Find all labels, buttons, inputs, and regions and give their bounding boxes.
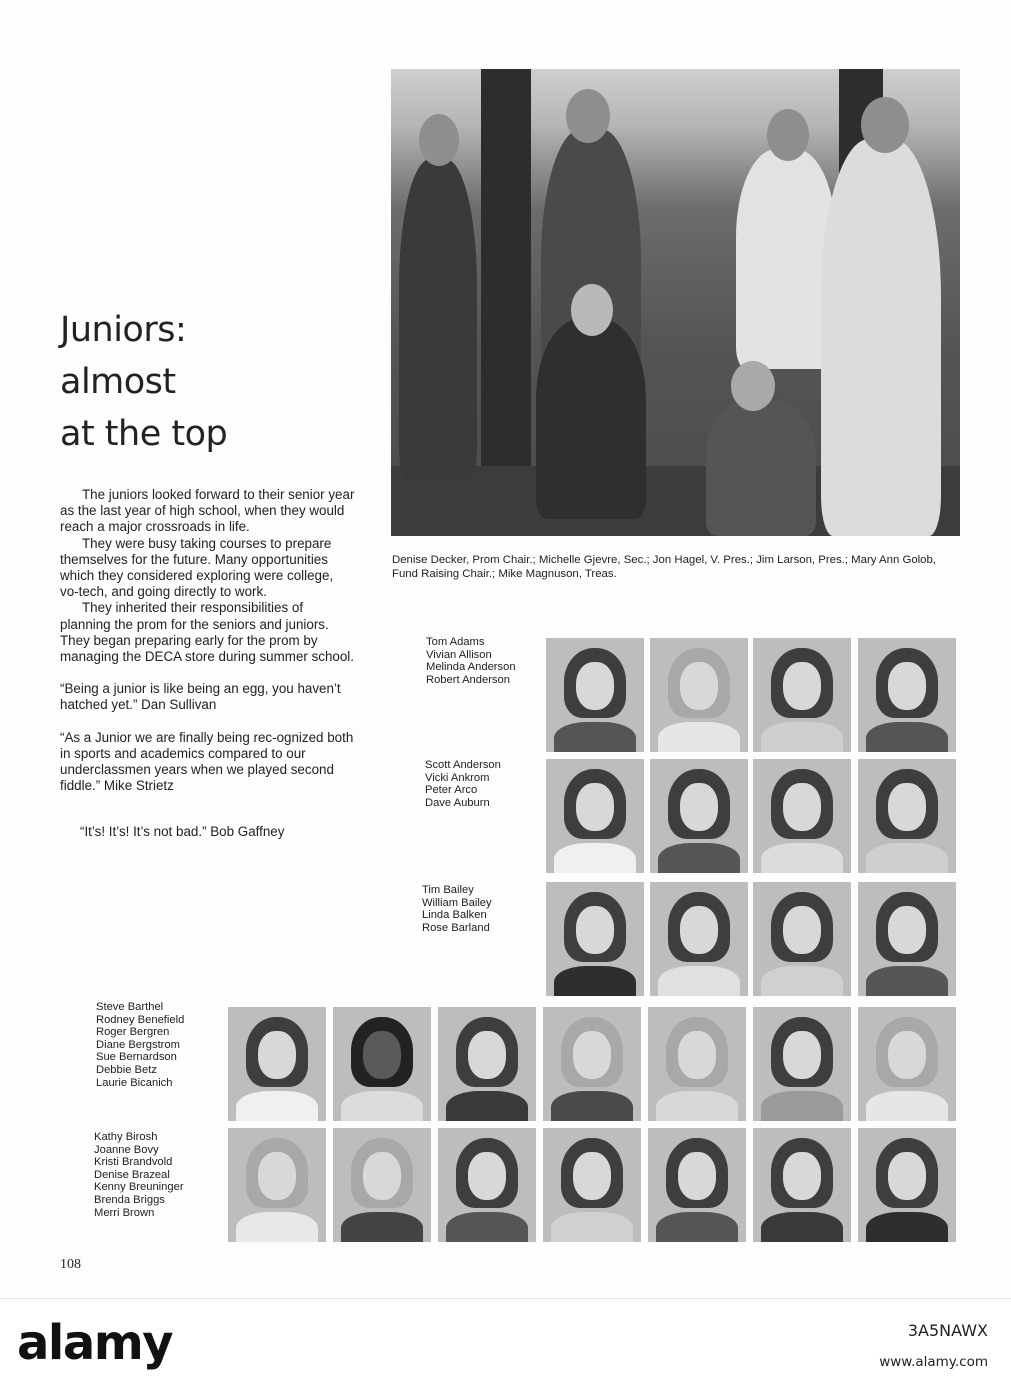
portrait-photo <box>333 1128 431 1242</box>
student-name: Tim Bailey <box>422 884 474 896</box>
student-name: Peter Arco <box>425 784 478 797</box>
student-name: Sue Bernardson <box>96 1051 177 1064</box>
portrait-photo <box>438 1128 536 1242</box>
portrait-photo <box>228 1007 326 1121</box>
student-name: Robert Anderson <box>426 673 510 686</box>
portrait-photo <box>543 1007 641 1121</box>
name-list-row-5 <box>94 1131 184 1219</box>
quote-1: “Being a junior is like being an egg, you haven’t hatched yet.” Dan Sullivan <box>60 681 341 713</box>
site-url: www.alamy.com <box>879 1354 988 1370</box>
name-list-row-3 <box>422 884 492 934</box>
student-name: Brenda Briggs <box>94 1193 165 1206</box>
portrait-photo <box>228 1128 326 1242</box>
headline-line-3: at the top <box>60 414 228 454</box>
student-name: Joanne Bovy <box>94 1143 159 1156</box>
student-name: Scott Anderson <box>425 759 501 771</box>
paragraph-3: They inherited their responsibilities of planning the prom for the seniors and juniors. They began preparing early for the prom by managing the DECA store during summer school. <box>60 600 354 665</box>
name-list-row-4 <box>96 1001 184 1089</box>
portrait-photo <box>858 1007 956 1121</box>
student-name: Dave Auburn <box>425 796 490 809</box>
name-list-row-1 <box>426 636 516 686</box>
portrait-photo <box>753 759 851 873</box>
portrait-photo <box>753 638 851 752</box>
portrait-photo <box>858 638 956 752</box>
portrait-photo <box>543 1128 641 1242</box>
portrait-photo <box>753 1128 851 1242</box>
paragraph-2: They were busy taking courses to prepare themselves for the future. Many opportunities which they considered exploring were college, vo-tech, and going directly to work. <box>60 535 334 600</box>
student-name: Kathy Birosh <box>94 1131 158 1143</box>
student-name: Denise Brazeal <box>94 1168 170 1181</box>
portrait-photo <box>858 882 956 996</box>
alamy-logo: alamy <box>17 1315 173 1371</box>
portrait-photo <box>546 759 644 873</box>
page-headline <box>60 304 360 460</box>
portrait-photo <box>858 759 956 873</box>
article-body <box>60 487 355 841</box>
student-name: Laurie Bicanich <box>96 1076 173 1089</box>
student-name: Tom Adams <box>426 636 485 648</box>
paragraph-1: The juniors looked forward to their senior year as the last year of high school, when they would reach a major crossroads in life. <box>60 487 355 535</box>
portrait-photo <box>650 882 748 996</box>
student-name: Vivian Allison <box>426 648 492 661</box>
student-name: Kristi Brandvold <box>94 1156 173 1169</box>
student-name: Vicki Ankrom <box>425 771 490 784</box>
student-name: Steve Barthel <box>96 1001 164 1013</box>
student-name: Linda Balken <box>422 909 487 922</box>
portrait-photo <box>753 1007 851 1121</box>
officers-group-photo <box>391 69 960 536</box>
headline-line-2: almost <box>60 362 176 402</box>
portrait-photo <box>650 638 748 752</box>
headline-line-1: Juniors: <box>60 310 187 350</box>
student-name: Debbie Betz <box>96 1063 157 1076</box>
portrait-photo <box>333 1007 431 1121</box>
portrait-photo <box>858 1128 956 1242</box>
portrait-photo <box>648 1128 746 1242</box>
portrait-photo <box>546 638 644 752</box>
quote-2: “As a Junior we are finally being rec-ognized both in sports and academics compared to our underclassmen years when we played second fiddle.” Mike Strietz <box>60 729 354 794</box>
portrait-photo <box>650 759 748 873</box>
student-name: Rose Barland <box>422 921 490 934</box>
portrait-photo <box>648 1007 746 1121</box>
image-id: 3A5NAWX <box>907 1321 988 1340</box>
student-name: Melinda Anderson <box>426 661 516 674</box>
portrait-photo <box>546 882 644 996</box>
quote-3: “It’s! It’s! It’s not bad.” Bob Gaffney <box>80 824 285 840</box>
photo-caption: Denise Decker, Prom Chair.; Michelle Gjevre, Sec.; Jon Hagel, V. Pres.; Jim Larson, Pres.; Mary Ann Golob, Fund Raising Chair.; Mike Magnuson, Treas. <box>392 554 937 580</box>
student-name: Roger Bergren <box>96 1026 170 1039</box>
student-name: Rodney Benefield <box>96 1013 185 1026</box>
student-name: Kenny Breuninger <box>94 1181 184 1194</box>
portrait-photo <box>438 1007 536 1121</box>
page-number: 108 <box>60 1257 81 1272</box>
name-list-row-2 <box>425 759 501 809</box>
student-name: William Bailey <box>422 896 492 909</box>
student-name: Diane Bergstrom <box>96 1038 180 1051</box>
portrait-photo <box>753 882 851 996</box>
student-name: Merri Brown <box>94 1206 155 1219</box>
